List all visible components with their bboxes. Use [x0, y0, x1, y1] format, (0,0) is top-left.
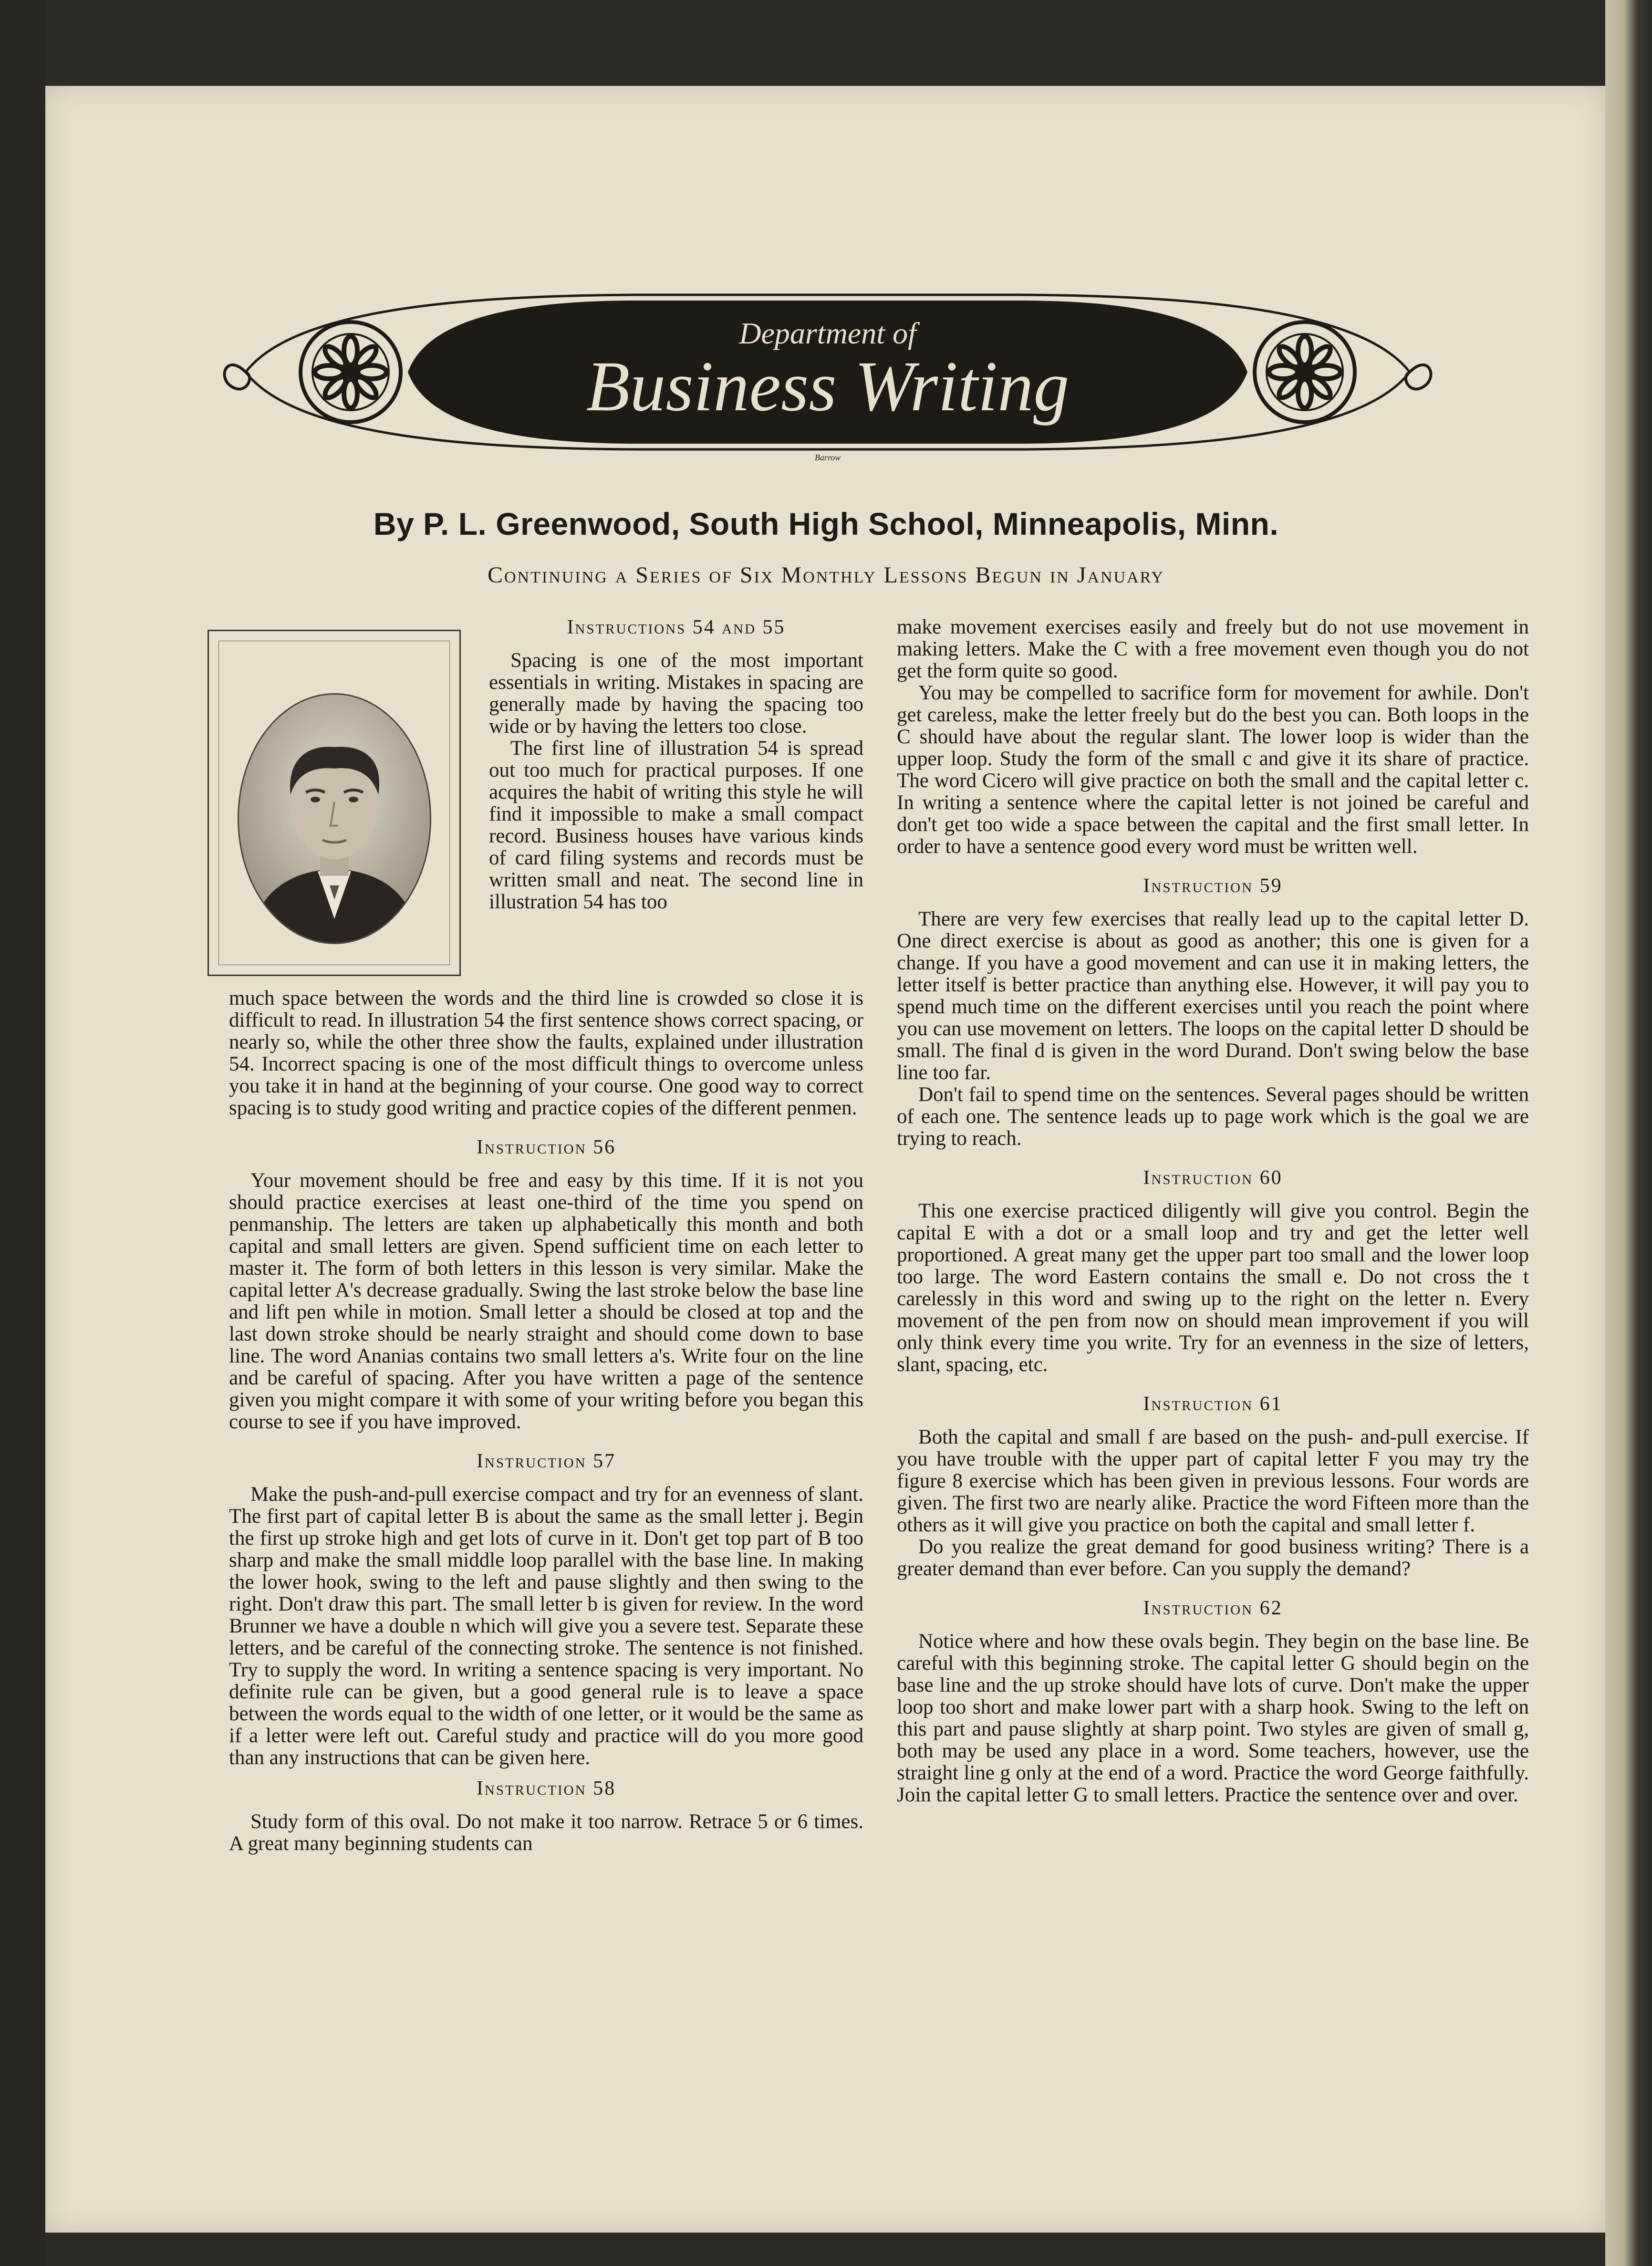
- paragraph: Your movement should be free and easy by this time. If it is not you should practice exercises at least one-third of the time you spend on penmanship. The letters are taken up alphabetically this month and both capital and small letters are given. Spend sufficient time on each letter to master it. The form of both letters in this lesson is very similar. Make the capital letter A's decrease gradually. Swing the last stroke below the base line and lift pen while in motion. Small letter a should be closed at top and the last down stroke should be nearly straight and should come down to base line. The word Ananias contains two small letters a's. Write four on the line and be careful of spacing. After you have written a page of the sentence given you might compare it with some of your writing before you began this course to see if you have improved.: [229, 1169, 863, 1433]
- paragraph: Make the push-and-pull exercise compact and try for an evenness of slant. The first part of capital letter B is about the same as the small letter j. Begin the first up stroke high and get lots of curve in it. Don't get top part of B too sharp and make the small middle loop parallel with the base line. In making the lower hook, swing to the left and pause slightly and then swing to the right. Don't draw this part. The small letter b is given for review. In the word Brunner we have a double n which will give you a severe test. Separate these letters, and be careful of the connecting stroke. The sentence is not finished. Try to supply the word. In writing a sentence spacing is very important. No definite rule can be given, but a good general rule is to leave a space between the words equal to the width of one letter, or it would be the same as if a letter were left out. Careful study and practice will do you more good than any instructions that can be given here.: [229, 1483, 863, 1769]
- section-heading-58: Instruction 58: [476, 1777, 616, 1799]
- paragraph: make movement exercises easily and freely but do not use movement in making letters. Make the C with a free movement even though you do not get the form quite so good.: [897, 616, 1529, 682]
- paragraph: Both the capital and small f are based on the push- and-pull exercise. If you have trouble with the upper part of capital letter F you may try the figure 8 exercise which has been given in previous lessons. Four words are given. The first two are nearly alike. Practice the word Fifteen more than the others as it will give you practice on both the capital and small letter f.: [897, 1426, 1529, 1536]
- page-edge-right: [1605, 0, 1652, 2266]
- rosette-right-icon: [1255, 322, 1355, 422]
- paragraph: Spacing is one of the most important essentials in writing. Mistakes in spacing are generally made by having the spacing too wide or by having the letters too close.: [489, 649, 863, 738]
- section-heading-57: Instruction 57: [476, 1450, 616, 1472]
- right-column: [897, 616, 1529, 1806]
- section-heading-59: Instruction 59: [1143, 875, 1283, 897]
- intro-text-block: [489, 616, 863, 913]
- banner-title-line1: Department of: [739, 316, 916, 350]
- paragraph: This one exercise practiced diligently will give you control. Begin the capital E with a dot or a small loop and try and get the letter well proportioned. A great many get the upper part too small and the lower loop too large. The word Eastern contains the small e. Do not cross the t carelessly in this word and swing up to the right on the letter n. Every movement of the pen from now on should mean improvement if you will only think every time you write. Try for an evenness in the size of letters, slant, spacing, etc.: [897, 1200, 1529, 1376]
- paragraph: Don't fail to spend time on the sentences. Several pages should be written of each one. The sentence leads up to page work which is the goal we are trying to reach.: [897, 1083, 1529, 1150]
- department-banner: [208, 281, 1448, 463]
- paragraph: Do you realize the great demand for good business writing? There is a greater demand than ever before. Can you supply the demand?: [897, 1536, 1529, 1580]
- article-byline: By P. L. Greenwood, South High School, Minneapolis, Minn.: [373, 506, 1279, 541]
- section-heading-56: Instruction 56: [476, 1136, 616, 1158]
- paragraph: much space between the words and the third line is crowded so close it is difficult to read. In illustration 54 the first sentence shows correct spacing, or nearly so, while the other three show the faults, explained under illustration 54. Incorrect spacing is one of the most difficult things to overcome unless you take it in hand at the beginning of your course. One good way to correct spacing is to study good writing and practice copies of the different penmen.: [229, 987, 863, 1119]
- author-portrait: [238, 693, 431, 944]
- portrait-photo-icon: [239, 695, 430, 943]
- banner-artist-signature: Barrow: [814, 453, 841, 462]
- section-heading-60: Instruction 60: [1143, 1167, 1283, 1189]
- section-heading-62: Instruction 62: [1143, 1597, 1283, 1619]
- paragraph: You may be compelled to sacrifice form for movement for awhile. Don't get careless, make the letter freely but do the best you can. Both loops in the C should have about the regular slant. The lower loop is wider than the upper loop. Study the form of the small c and give it its share of practice. The word Cicero will give practice on both the small and the capital letter c. In writing a sentence where the capital letter is not joined be careful and don't get too wide a space between the capital and the first small letter. In order to have a sentence good every word must be written well.: [897, 682, 1529, 858]
- paragraph: The first line of illustration 54 is spread out too much for practical purposes. If one acquires the habit of writing this style he will find it impossible to make a small compact record. Business houses have various kinds of card filing systems and records must be written small and neat. The second line in illustration 54 has too: [489, 737, 863, 913]
- left-column: [229, 987, 863, 1855]
- portrait-frame: [208, 630, 461, 976]
- article-subhead: Continuing a Series of Six Monthly Lessons Begun in January: [487, 562, 1164, 588]
- book-binding-left: [0, 0, 45, 2266]
- paragraph: There are very few exercises that really lead up to the capital letter D. One direct exercise is about as good as another; this one is given for a change. If you have a good movement and can use it in making letters, the letter itself is better practice than anything else. However, it will pay you to spend much time on the different exercises until you reach the point where you can use movement on letters. The loops on the capital letter D should be small. The final d is given in the word Durand. Don't swing below the base line too far.: [897, 908, 1529, 1084]
- paragraph: Study form of this oval. Do not make it too narrow. Retrace 5 or 6 times. A great many beginning students can: [229, 1810, 863, 1855]
- paragraph: Notice where and how these ovals begin. They begin on the base line. Be careful with this beginning stroke. The capital letter G should begin on the base line and the up stroke should have lots of curve. Don't make the upper loop too short and make lower part with a sharp hook. Swing to the left on this part and pause slightly at sharp point. Two styles are given of small g, both may be used any place in a word. Some teachers, however, use the straight line g only at the end of a word. Practice the word George faithfully. Join the capital letter G to small letters. Practice the sentence over and over.: [897, 1630, 1529, 1806]
- section-heading-61: Instruction 61: [1143, 1393, 1283, 1415]
- banner-title-line2: Business Writing: [586, 347, 1070, 426]
- rosette-left-icon: [301, 322, 401, 422]
- section-heading-54-55: Instructions 54 and 55: [567, 616, 786, 638]
